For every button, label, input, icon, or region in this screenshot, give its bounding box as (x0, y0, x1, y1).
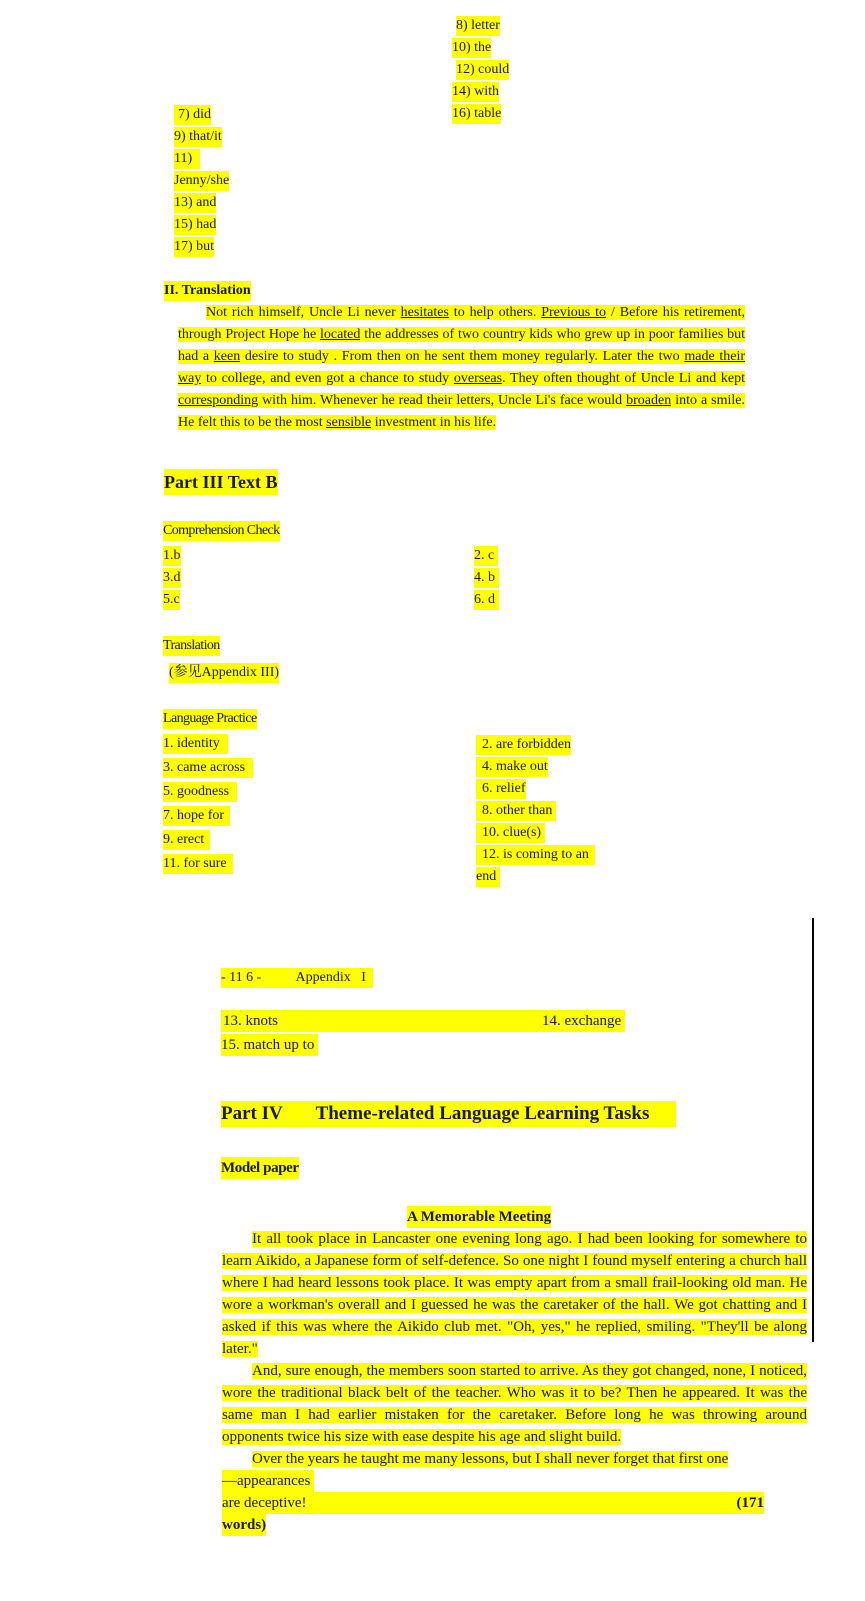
word-count-cont: words) (222, 1514, 266, 1536)
part4-heading (221, 1101, 676, 1127)
essay-paragraph-3: Over the years he taught me many lessons, but I shall never forget that first one (252, 1451, 729, 1467)
translation-note: (参见Appendix III) (169, 663, 279, 683)
translation-heading: II. Translation (164, 281, 251, 301)
answer-item: 5.c (163, 590, 180, 610)
part4-number: Part IV (221, 1103, 283, 1124)
answer-item: 13. knots (223, 1013, 279, 1029)
answer-item: 1.b (163, 546, 181, 566)
part3-heading: Part III Text B (164, 469, 278, 495)
essay-closing-row (222, 1492, 764, 1514)
answer-item: 14) with (452, 82, 499, 102)
answer-item: 10) the (452, 38, 491, 58)
page-number: - 11 6 - (221, 970, 262, 985)
answer-item: 6. relief (476, 779, 526, 799)
answer-item: 13) and (174, 193, 216, 213)
answer-item: 11. for sure (163, 854, 233, 874)
answer-item: 3.d (163, 568, 181, 588)
answer-item: 7) did (174, 105, 211, 125)
answer-item: 12) could (456, 60, 509, 80)
answer-item-continuation: end (476, 867, 500, 887)
comprehension-label: Comprehension Check (163, 521, 280, 541)
answer-item: 1. identity (163, 734, 228, 754)
answer-item: 4. make out (476, 757, 548, 777)
answer-item: 2. are forbidden (476, 735, 571, 755)
answer-item: 9) that/it (174, 127, 222, 147)
practice-label: Language Practice (163, 709, 257, 729)
essay-closing-text: are deceptive! (222, 1495, 307, 1511)
page-edge-rule (812, 918, 814, 1342)
answer-item: 8) letter (456, 16, 500, 36)
answer-item: 10. clue(s) (476, 823, 545, 843)
continued-row (221, 1010, 625, 1032)
answer-item: 8. other than (476, 801, 556, 821)
word-count: (171 (736, 1495, 764, 1511)
answer-item: 2. c (474, 546, 498, 566)
part4-title: Theme-related Language Learning Tasks (315, 1103, 650, 1124)
appendix-label: Appendix I (295, 970, 366, 985)
translation-label: Translation (163, 636, 220, 656)
answer-item: 9. erect (163, 830, 210, 850)
answer-item: 3. came across (163, 758, 253, 778)
answer-item: 5. goodness (163, 782, 237, 802)
essay-title: A Memorable Meeting (407, 1206, 551, 1228)
answer-item: 14. exchange (542, 1013, 622, 1029)
answer-item: Jenny/she (174, 171, 229, 191)
answer-item: 16) table (452, 104, 501, 124)
answer-item: 15) had (174, 215, 216, 235)
answer-item: 6. d (474, 590, 499, 610)
essay-paragraph-3-cont: —appearances (222, 1470, 314, 1492)
answer-item: 11) (174, 149, 200, 169)
answer-item: 17) but (174, 237, 214, 257)
model-paper-label: Model paper (221, 1157, 299, 1179)
answer-item: 15. match up to (221, 1034, 318, 1056)
answer-item: 4. b (474, 568, 499, 588)
translation-paragraph: Not rich himself, Uncle Li never hesitates to help others. Previous to / Before his retirement, through Project Hope he located the addresses of two country kids who grew up in poor families but had a keen desire to study . From then on he sent them money regularly. Later the two made their way to college, and even got a chance to study overseas. They often thought of Uncle Li and kept corresponding with him. Whenever he read their letters, Uncle Li's face would broaden into a smile. He felt this to be the most sensible investment in his life. (178, 305, 746, 430)
answer-item: 12. is coming to an (476, 845, 595, 865)
page-footer (221, 968, 373, 988)
essay-paragraph-1: It all took place in Lancaster one evening long ago. I had been looking for somewhere to learn Aikido, a Japanese form of self-defence. So one night I found myself entering a church hall where I had heard lessons took place. It was empty apart from a small frail-looking old man. He wore a workman's overall and I guessed he was the caretaker of the hall. We got chatting and I asked if this was where the Aikido club met. "Oh, yes," he replied, smiling. "They'll be along later." (222, 1231, 807, 1357)
answer-item: 7. hope for (163, 806, 230, 826)
essay-paragraph-2: And, sure enough, the members soon started to arrive. As they got changed, none, I noticed, wore the traditional black belt of the teacher. Who was it to be? Then he appeared. It was the same man I had earlier mistaken for the caretaker. Before long he was throwing around opponents twice his size with ease despite his age and slight build. (222, 1363, 807, 1445)
